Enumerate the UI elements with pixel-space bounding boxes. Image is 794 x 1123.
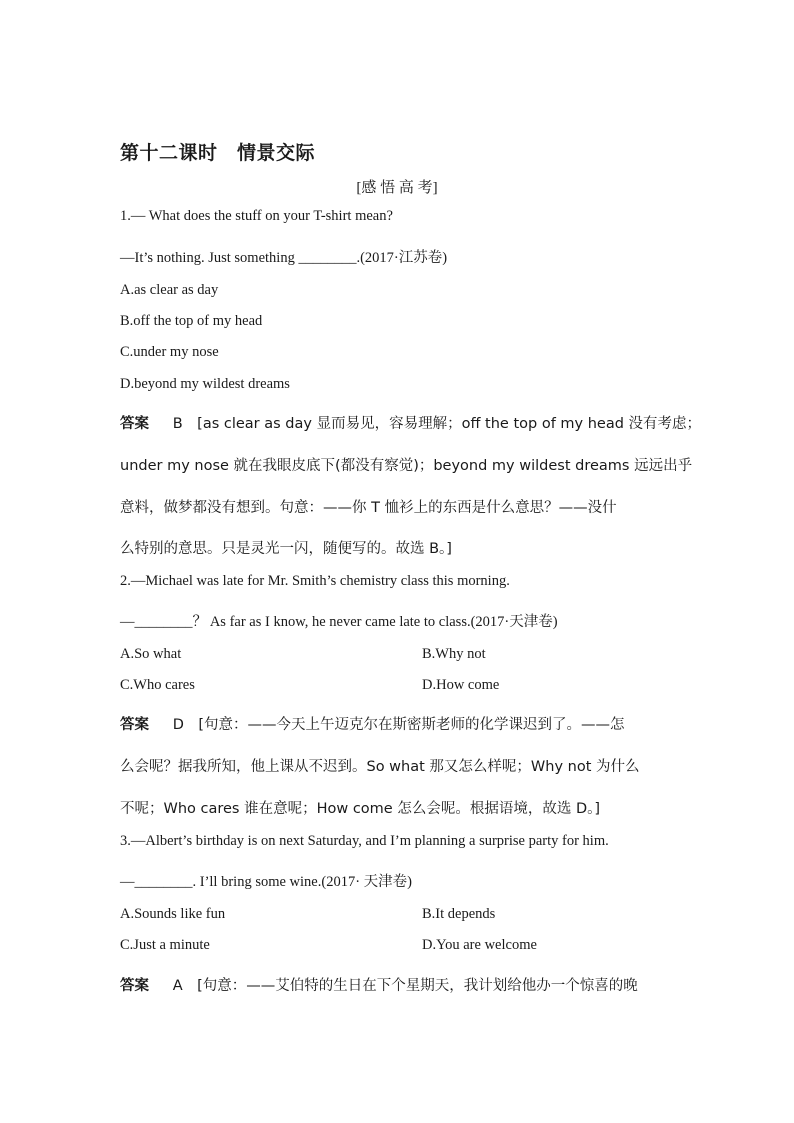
q3-answer-row1 <box>120 974 638 995</box>
q1-option-a: A.as clear as day <box>120 282 219 298</box>
q2-answer-label: 答案 <box>120 717 149 733</box>
q2-option-b: B.Why not <box>422 646 486 662</box>
q1-answer-text4: 么特别的意思。只是灵光一闪，随便写的。故选 B。] <box>120 541 452 557</box>
q2-answer-row1 <box>120 713 625 734</box>
q1-stem: 1.— What does the stuff on your T-shirt mean? <box>120 208 393 224</box>
q1-option-c: C.under my nose <box>120 344 219 360</box>
q1-answer-label: 答案 <box>120 416 149 432</box>
q1-answer-row1 <box>120 412 701 433</box>
q3-option-c: C.Just a minute <box>120 937 210 953</box>
q1-option-b: B.off the top of my head <box>120 313 263 329</box>
q1-answer-text2: under my nose 就在我眼皮底下(都没有察觉)；beyond my wildest dreams 远远出乎 <box>120 458 693 474</box>
q2-reply: —________？ As far as I know, he never came late to class.(2017·天津卷) <box>120 614 558 630</box>
q3-stem: 3.—Albert’s birthday is on next Saturday, and I’m planning a surprise party for him. <box>120 833 609 849</box>
q2-stem: 2.—Michael was late for Mr. Smith’s chemistry class this morning. <box>120 573 510 589</box>
q2-option-d: D.How come <box>422 677 500 693</box>
q1-answer-text3: 意料，做梦都没有想到。句意：——你 T 恤衫上的东西是什么意思？——没什 <box>120 500 617 516</box>
q1-reply: —It’s nothing. Just something ________.(2017·江苏卷) <box>120 250 448 266</box>
q3-reply: —________. I’ll bring some wine.(2017· 天津卷) <box>120 874 412 890</box>
q2-answer-text3: 不呢；Who cares 谁在意呢；How come 怎么会呢。根据语境，故选 D。] <box>120 801 601 817</box>
section-subtitle: [感 悟 高 考] <box>356 180 438 196</box>
lesson-title: 第十二课时 情景交际 <box>120 142 316 164</box>
q2-option-a: A.So what <box>120 646 182 662</box>
q2-option-c: C.Who cares <box>120 677 195 693</box>
q3-option-b: B.It depends <box>422 906 496 922</box>
q2-answer-text2: 么会呢？据我所知，他上课从不迟到。So what 那又怎么样呢；Why not 为什么 <box>120 759 640 775</box>
q3-answer-label: 答案 <box>120 978 149 994</box>
q1-option-d: D.beyond my wildest dreams <box>120 376 290 392</box>
q3-option-d: D.You are welcome <box>422 937 537 953</box>
q2-answer-text1: D [句意：——今天上午迈克尔在斯密斯老师的化学课迟到了。——怎 <box>172 717 625 733</box>
q3-option-a: A.Sounds like fun <box>120 906 226 922</box>
q1-answer-text1: B [as clear as day 显而易见，容易理解；off the top of my head 没有考虑； <box>172 416 702 432</box>
q3-answer-text1: A [句意：——艾伯特的生日在下个星期天，我计划给他办一个惊喜的晚 <box>172 978 638 994</box>
